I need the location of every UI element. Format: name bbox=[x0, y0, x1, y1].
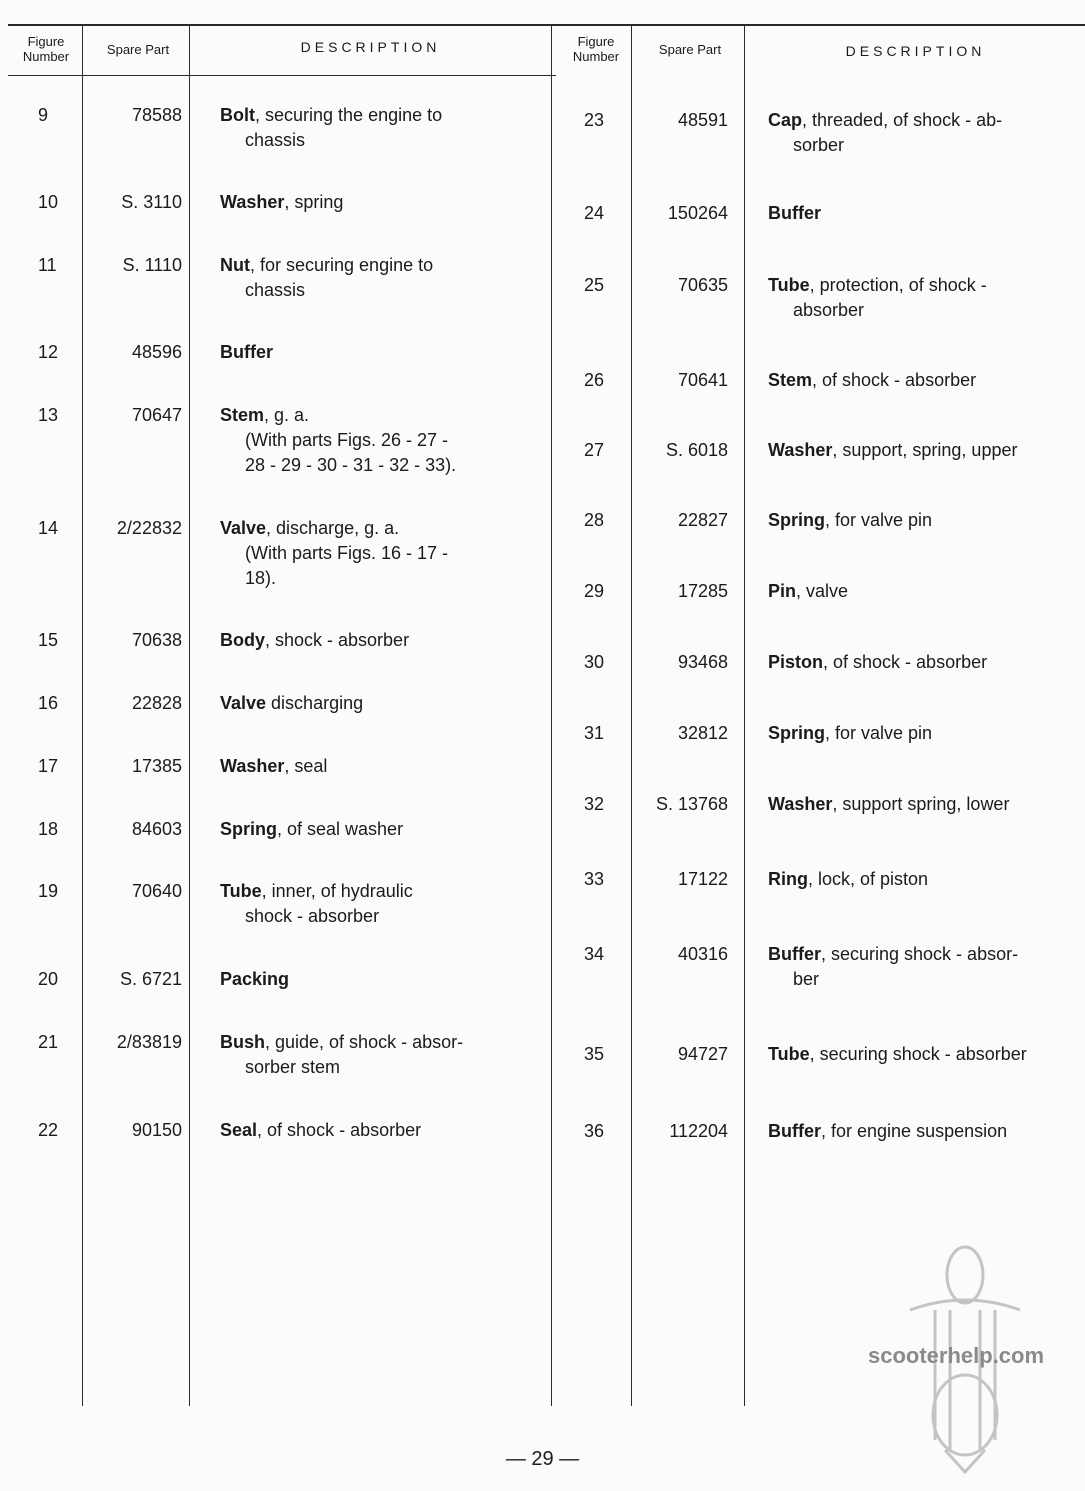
part-description bbox=[768, 201, 1080, 226]
figure-number: 18 bbox=[38, 819, 59, 839]
header-figure-number bbox=[10, 34, 82, 64]
figure-number: 28 bbox=[584, 510, 605, 530]
part-qualifier: , valve bbox=[796, 581, 849, 601]
spare-part-number: 93468 bbox=[677, 652, 728, 672]
description-line bbox=[768, 273, 1080, 298]
part-description bbox=[768, 579, 1080, 604]
description-line bbox=[768, 650, 1080, 675]
figure-number: 12 bbox=[38, 342, 59, 362]
description-line bbox=[220, 403, 545, 428]
part-name: Piston bbox=[768, 652, 824, 672]
spare-part-number: 94727 bbox=[677, 1044, 728, 1064]
figure-number: 13 bbox=[38, 405, 59, 425]
part-description bbox=[768, 368, 1080, 393]
figure-number: 16 bbox=[38, 693, 59, 713]
part-qualifier: , for engine suspension bbox=[821, 1121, 1008, 1141]
figure-number: 32 bbox=[584, 794, 605, 814]
description-line bbox=[220, 967, 545, 992]
spare-part-number: 22827 bbox=[677, 510, 728, 530]
part-qualifier: , of shock - absorber bbox=[257, 1120, 422, 1140]
description-continuation: sorber bbox=[793, 135, 845, 155]
figure-number: 19 bbox=[38, 881, 59, 901]
part-qualifier: , securing shock - absorber bbox=[809, 1044, 1027, 1064]
part-description bbox=[220, 879, 545, 929]
description-line bbox=[768, 579, 1080, 604]
figure-number: 35 bbox=[584, 1044, 605, 1064]
description-line bbox=[220, 190, 545, 215]
col-rule-desc bbox=[189, 26, 190, 1406]
figure-number: 25 bbox=[584, 275, 605, 295]
part-name: Valve bbox=[220, 518, 267, 538]
col-rule-part bbox=[82, 26, 83, 1406]
part-name: Pin bbox=[768, 581, 797, 601]
spare-part-number: 70647 bbox=[131, 405, 182, 425]
description-line bbox=[220, 340, 545, 365]
figure-number: 11 bbox=[38, 255, 57, 275]
part-name: Body bbox=[220, 630, 265, 650]
part-qualifier: , of shock - absorber bbox=[812, 370, 977, 390]
part-name: Spring bbox=[768, 723, 825, 743]
part-name: Tube bbox=[768, 1044, 810, 1064]
part-description bbox=[768, 792, 1080, 817]
part-description bbox=[220, 817, 545, 842]
header-figure-line1-right: Figure bbox=[577, 34, 615, 49]
description-line bbox=[220, 516, 545, 541]
part-description bbox=[768, 108, 1080, 158]
description-line bbox=[768, 792, 1080, 817]
spare-part-number: 70640 bbox=[131, 881, 182, 901]
col-rule-desc-right bbox=[744, 26, 745, 1406]
spare-part-number: S. 1110 bbox=[122, 255, 182, 275]
header-spare-part-right: Spare Part bbox=[658, 42, 722, 57]
figure-number: 30 bbox=[584, 652, 605, 672]
part-name: Bush bbox=[220, 1032, 265, 1052]
figure-number: 9 bbox=[38, 105, 49, 125]
part-name: Cap bbox=[768, 110, 803, 130]
description-line bbox=[768, 942, 1080, 967]
spare-part-number: S. 6018 bbox=[665, 440, 728, 460]
part-description bbox=[220, 340, 545, 365]
description-line bbox=[220, 817, 545, 842]
description-line bbox=[220, 879, 545, 904]
header-figure-line2-right: Number bbox=[572, 49, 620, 64]
watermark-text: scooterhelp.com bbox=[868, 1343, 1045, 1368]
part-qualifier: , lock, of piston bbox=[808, 869, 929, 889]
spare-part-number: 32812 bbox=[677, 723, 728, 743]
spare-part-number: 22828 bbox=[131, 693, 182, 713]
part-name: Spring bbox=[768, 510, 825, 530]
spare-part-number: 70641 bbox=[677, 370, 728, 390]
spare-part-number: 112204 bbox=[669, 1121, 728, 1141]
part-description bbox=[220, 691, 545, 716]
spare-part-number: 40316 bbox=[677, 944, 728, 964]
spare-part-number: 48596 bbox=[131, 342, 182, 362]
description-line bbox=[220, 253, 545, 278]
part-description bbox=[768, 867, 1080, 892]
part-qualifier: , for valve pin bbox=[825, 510, 933, 530]
spare-part-number: 84603 bbox=[131, 819, 182, 839]
part-description bbox=[768, 1042, 1080, 1067]
part-qualifier: , shock - absorber bbox=[265, 630, 410, 650]
spare-part-number: 17385 bbox=[131, 756, 182, 776]
part-qualifier: , support, spring, upper bbox=[832, 440, 1018, 460]
header-description-right: DESCRIPTION bbox=[845, 43, 986, 59]
description-line bbox=[768, 438, 1080, 463]
spare-part-number: 70635 bbox=[677, 275, 728, 295]
description-continuation: chassis bbox=[245, 130, 306, 150]
figure-number: 31 bbox=[584, 723, 605, 743]
part-qualifier: , for securing engine to bbox=[250, 255, 434, 275]
part-name: Nut bbox=[220, 255, 250, 275]
part-qualifier: , protection, of shock - bbox=[809, 275, 987, 295]
page-number: — 29 — bbox=[505, 1448, 580, 1470]
header-figure-line1: Figure bbox=[27, 34, 65, 49]
spare-part-number: 17285 bbox=[677, 581, 728, 601]
part-description bbox=[768, 438, 1080, 463]
spare-part-number: S. 6721 bbox=[119, 969, 182, 989]
description-line bbox=[768, 1042, 1080, 1067]
spare-part-number: 90150 bbox=[131, 1120, 182, 1140]
spare-part-number: 78588 bbox=[131, 105, 182, 125]
part-qualifier: , inner, of hydraulic bbox=[261, 881, 413, 901]
description-line bbox=[768, 1119, 1080, 1144]
part-description bbox=[220, 190, 545, 215]
part-description bbox=[220, 403, 545, 478]
description-line bbox=[220, 628, 545, 653]
description-line bbox=[768, 368, 1080, 393]
part-name: Valve bbox=[220, 693, 267, 713]
part-name: Stem bbox=[768, 370, 813, 390]
spare-part-number: 150264 bbox=[667, 203, 728, 223]
description-continuation: sorber stem bbox=[245, 1057, 341, 1077]
part-qualifier: , spring bbox=[284, 192, 344, 212]
figure-number: 33 bbox=[584, 869, 605, 889]
figure-number: 23 bbox=[584, 110, 605, 130]
part-name: Buffer bbox=[220, 342, 273, 362]
spare-part-number: 2/22832 bbox=[116, 518, 182, 538]
part-name: Spring bbox=[220, 819, 277, 839]
part-qualifier: , support spring, lower bbox=[832, 794, 1010, 814]
part-description bbox=[768, 508, 1080, 533]
part-description bbox=[220, 1030, 545, 1080]
description-line bbox=[768, 721, 1080, 746]
description-continuation: chassis bbox=[245, 280, 306, 300]
part-name: Bolt bbox=[220, 105, 255, 125]
spare-part-number: 2/83819 bbox=[116, 1032, 182, 1052]
part-name: Tube bbox=[220, 881, 262, 901]
figure-number: 34 bbox=[584, 944, 605, 964]
part-description bbox=[768, 721, 1080, 746]
figure-number: 14 bbox=[38, 518, 59, 538]
description-continuation: 18). bbox=[245, 568, 277, 588]
part-description bbox=[220, 628, 545, 653]
figure-number: 17 bbox=[38, 756, 59, 776]
description-line bbox=[768, 867, 1080, 892]
spare-part-number: 17122 bbox=[677, 869, 728, 889]
left-header-rule bbox=[8, 75, 556, 76]
spare-part-number: 70638 bbox=[131, 630, 182, 650]
part-description bbox=[768, 942, 1080, 992]
part-qualifier: , seal bbox=[284, 756, 328, 776]
description-continuation: ber bbox=[793, 969, 820, 989]
spare-part-number: 48591 bbox=[677, 110, 728, 130]
part-name: Washer bbox=[220, 192, 285, 212]
figure-number: 20 bbox=[38, 969, 59, 989]
description-line bbox=[220, 691, 545, 716]
part-description bbox=[768, 650, 1080, 675]
description-line bbox=[768, 108, 1080, 133]
part-qualifier: , of seal washer bbox=[277, 819, 404, 839]
part-name: Stem bbox=[220, 405, 265, 425]
description-continuation: (With parts Figs. 16 - 17 - bbox=[245, 543, 449, 563]
figure-number: 10 bbox=[38, 192, 59, 212]
description-line bbox=[220, 103, 545, 128]
figure-number: 36 bbox=[584, 1121, 605, 1141]
figure-number: 26 bbox=[584, 370, 605, 390]
header-figure-number-right bbox=[560, 34, 632, 64]
top-rule bbox=[8, 24, 1085, 26]
part-description bbox=[220, 103, 545, 153]
part-name: Washer bbox=[768, 794, 833, 814]
part-qualifier: , for valve pin bbox=[825, 723, 933, 743]
part-qualifier: , guide, of shock - absor- bbox=[265, 1032, 464, 1052]
description-continuation: absorber bbox=[793, 300, 865, 320]
part-description bbox=[768, 273, 1080, 323]
part-qualifier: , discharge, g. a. bbox=[266, 518, 400, 538]
part-description bbox=[220, 253, 545, 303]
part-qualifier: , g. a. bbox=[264, 405, 310, 425]
part-description bbox=[220, 967, 545, 992]
header-description: DESCRIPTION bbox=[300, 39, 441, 55]
part-name: Ring bbox=[768, 869, 808, 889]
figure-number: 24 bbox=[584, 203, 605, 223]
description-continuation: (With parts Figs. 26 - 27 - bbox=[245, 430, 449, 450]
description-continuation: shock - absorber bbox=[245, 906, 380, 926]
part-qualifier: , securing the engine to bbox=[255, 105, 443, 125]
part-name: Buffer bbox=[768, 1121, 821, 1141]
spare-part-number: S. 3110 bbox=[121, 192, 182, 212]
part-name: Washer bbox=[768, 440, 833, 460]
description-line bbox=[220, 754, 545, 779]
figure-number: 27 bbox=[584, 440, 605, 460]
figure-number: 22 bbox=[38, 1120, 59, 1140]
part-description bbox=[220, 1118, 545, 1143]
description-line bbox=[768, 201, 1080, 226]
part-qualifier: , threaded, of shock - ab- bbox=[802, 110, 1003, 130]
description-continuation: 28 - 29 - 30 - 31 - 32 - 33). bbox=[245, 455, 457, 475]
part-name: Buffer bbox=[768, 203, 821, 223]
part-description bbox=[220, 754, 545, 779]
part-name: Packing bbox=[220, 969, 290, 989]
figure-number: 29 bbox=[584, 581, 605, 601]
part-description bbox=[768, 1119, 1080, 1144]
part-qualifier: , of shock - absorber bbox=[823, 652, 988, 672]
part-description bbox=[220, 516, 545, 591]
col-rule-middle bbox=[551, 26, 552, 1406]
part-qualifier: , securing shock - absor- bbox=[821, 944, 1019, 964]
description-line bbox=[220, 1030, 545, 1055]
col-rule-part-right bbox=[631, 26, 632, 1406]
part-qualifier: discharging bbox=[266, 693, 364, 713]
part-name: Washer bbox=[220, 756, 285, 776]
header-figure-line2: Number bbox=[22, 49, 70, 64]
spare-part-number: S. 13768 bbox=[655, 794, 728, 814]
part-name: Tube bbox=[768, 275, 810, 295]
figure-number: 21 bbox=[38, 1032, 59, 1052]
description-line bbox=[768, 508, 1080, 533]
part-name: Seal bbox=[220, 1120, 258, 1140]
part-name: Buffer bbox=[768, 944, 821, 964]
description-line bbox=[220, 1118, 545, 1143]
figure-number: 15 bbox=[38, 630, 59, 650]
header-spare-part: Spare Part bbox=[106, 42, 170, 57]
